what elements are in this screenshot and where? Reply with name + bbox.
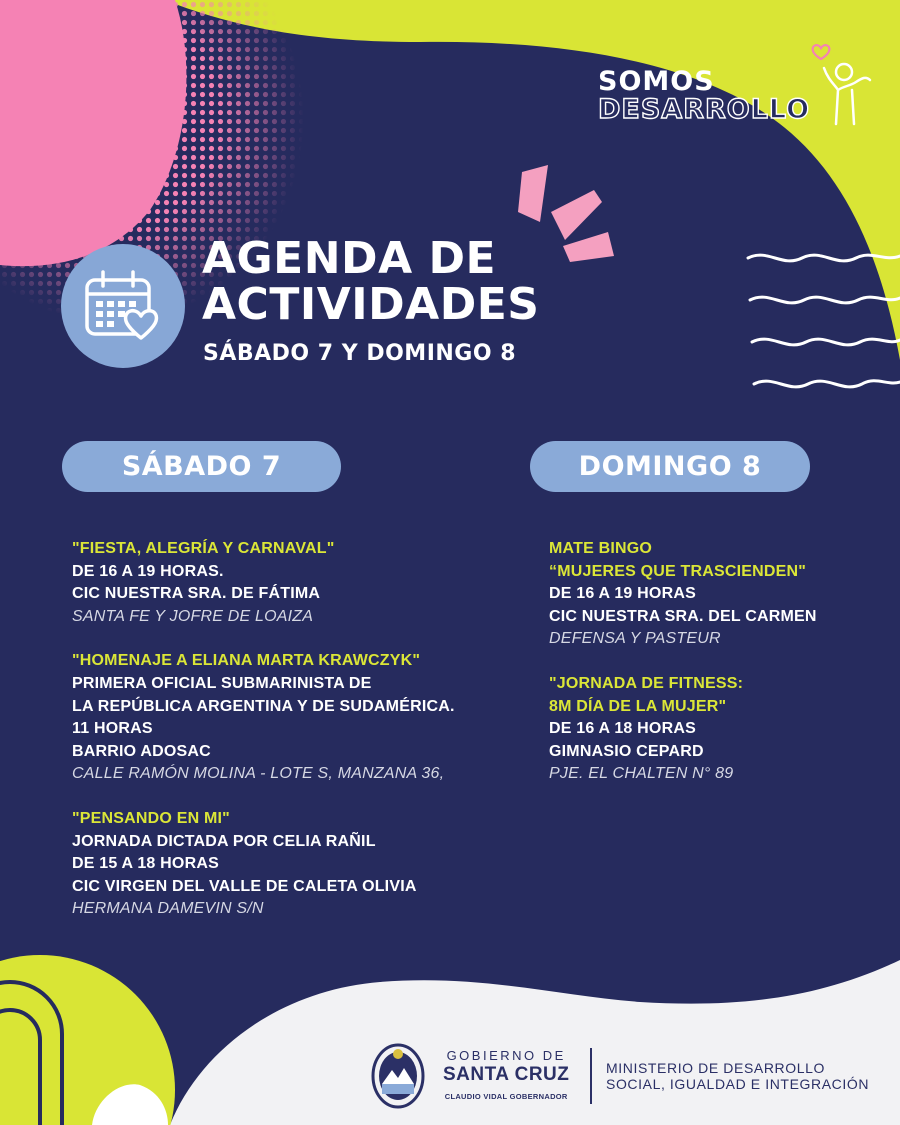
- event-item: [549, 538, 889, 651]
- event-detail: DE 16 A 18 HORAS: [549, 720, 696, 738]
- event-title: "HOMENAJE A ELIANA MARTA KRAWCZYK": [72, 652, 421, 670]
- event-detail: GIMNASIO CEPARD: [549, 742, 704, 760]
- calendar-badge: [61, 244, 185, 368]
- person-heart-icon: [808, 42, 874, 132]
- footer-divider: [590, 1048, 592, 1104]
- event-detail: 11 HORAS: [72, 720, 153, 738]
- event-title: "FIESTA, ALEGRÍA Y CARNAVAL": [72, 540, 335, 557]
- ministry-line2: SOCIAL, IGUALDAD E INTEGRACIÓN: [606, 1076, 870, 1092]
- sunday-events: [549, 538, 889, 808]
- gov-line2: SANTA CRUZ: [443, 1064, 570, 1085]
- gov-line1: GOBIERNO DE: [446, 1048, 566, 1063]
- gov-line3: CLAUDIO VIDAL GOBERNADOR: [444, 1092, 568, 1101]
- ministry-line1: MINISTERIO DE DESARROLLO: [606, 1060, 825, 1076]
- event-title: "PENSANDO EN MI": [72, 809, 230, 827]
- event-item: [72, 650, 532, 786]
- brand-line2: DESARROLLO: [598, 94, 811, 125]
- calendar-heart-icon: [83, 268, 163, 346]
- saturday-header-pill: SÁBADO 7: [62, 441, 341, 492]
- gobierno-santa-cruz-logo: [443, 1048, 569, 1101]
- event-title: 8M DÍA DE LA MUJER": [549, 697, 727, 715]
- title-line1: AGENDA DE: [202, 233, 497, 284]
- event-item: [72, 538, 532, 628]
- event-detail: JORNADA DICTADA POR CELIA RAÑIL: [72, 832, 376, 850]
- event-address: DEFENSA Y PASTEUR: [549, 630, 721, 648]
- event-address: HERMANA DAMEVIN S/N: [72, 900, 264, 918]
- ministry-name: [606, 1060, 869, 1092]
- event-title: “MUJERES QUE TRASCIENDEN": [549, 562, 807, 580]
- event-address: SANTA FE Y JOFRE DE LOAIZA: [72, 607, 314, 625]
- event-detail: DE 16 A 19 HORAS: [549, 585, 696, 603]
- wavy-lines-decoration: [748, 255, 900, 387]
- event-title: "JORNADA DE FITNESS:: [549, 674, 744, 692]
- event-address: CALLE RAMÓN MOLINA - LOTE S, MANZANA 36,: [72, 765, 445, 783]
- event-detail: BARRIO ADOSAC: [72, 742, 211, 760]
- page-subtitle: SÁBADO 7 Y DOMINGO 8: [203, 341, 517, 366]
- event-detail: DE 15 A 18 HORAS: [72, 855, 219, 873]
- event-detail: LA REPÚBLICA ARGENTINA Y DE SUDAMÉRICA.: [72, 697, 455, 715]
- event-address: PJE. EL CHALTEN N° 89: [549, 765, 734, 783]
- santa-cruz-crest-icon: [370, 1040, 426, 1110]
- page-title: [202, 233, 540, 330]
- event-detail: CIC VIRGEN DEL VALLE DE CALETA OLIVIA: [72, 877, 417, 895]
- event-item: [72, 808, 532, 921]
- sunday-header-pill: DOMINGO 8: [530, 441, 810, 492]
- event-detail: DE 16 A 19 HORAS.: [72, 562, 224, 580]
- event-title: MATE BINGO: [549, 540, 653, 557]
- brand-line1: SOMOS: [598, 66, 715, 97]
- event-detail: CIC NUESTRA SRA. DE FÁTIMA: [72, 585, 321, 603]
- saturday-events: [72, 538, 532, 943]
- title-line2: ACTIVIDADES: [202, 279, 540, 330]
- event-detail: PRIMERA OFICIAL SUBMARINISTA DE: [72, 674, 372, 692]
- brand-somos-desarrollo: [598, 68, 810, 124]
- event-item: [549, 673, 889, 786]
- event-detail: CIC NUESTRA SRA. DEL CARMEN: [549, 607, 817, 625]
